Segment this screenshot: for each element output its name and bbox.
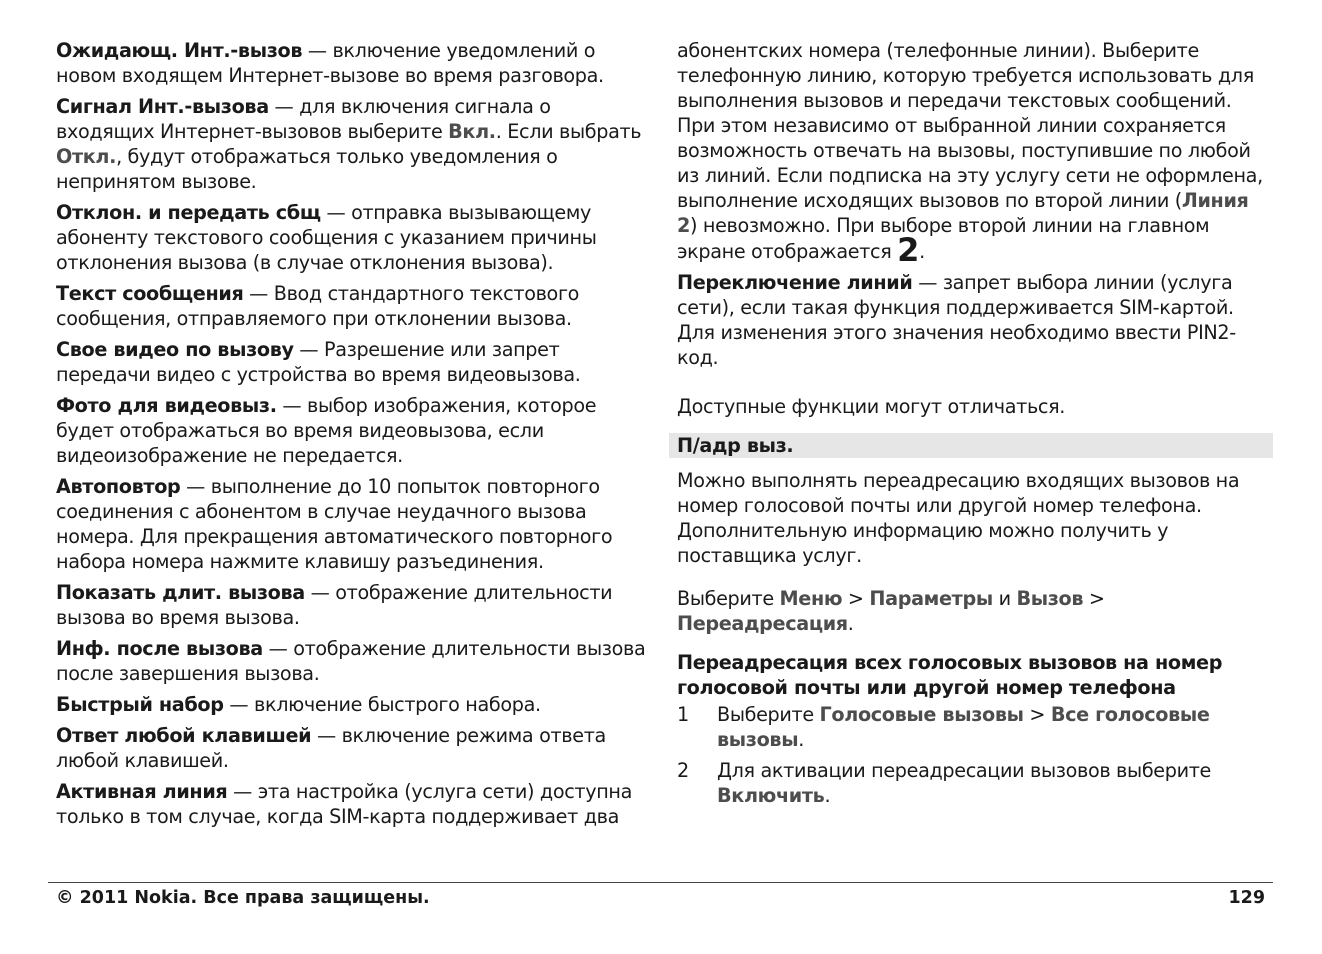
setting-auto-redial [56, 474, 648, 574]
term: Ответ любой клавишей [56, 724, 312, 747]
menu-path: Выберите Меню > Параметры и Вызов > Переадресация. [677, 587, 1105, 635]
option-all-voice-calls: Все голосовые вызовы [717, 703, 1210, 751]
desc: — запрет выбора линии (услуга сети), если такая функция поддерживается SIM-картой. Для изменения этого значения необходимо ввести PIN2-код. [677, 271, 1236, 369]
term: Инф. после вызова [56, 637, 263, 660]
menu-item-menu: Меню [779, 587, 843, 610]
desc: — включение уведомлений о новом входящем Интернет-вызове во время разговора. [56, 39, 604, 87]
term: Ожидающ. Инт.-вызов [56, 39, 303, 62]
line-2-icon: 2 [897, 231, 920, 269]
copyright: © 2011 Nokia. Все права защищены. [56, 888, 430, 908]
option-activate: Включить [717, 784, 825, 807]
term: Переключение линий [677, 271, 913, 294]
setting-active-line [56, 779, 648, 829]
step-1: 1 Выберите Голосовые вызовы > Все голосовые вызовы. [677, 703, 1210, 751]
desc: — включение режима ответа любой клавишей. [56, 724, 606, 772]
left-column [56, 38, 648, 835]
menu-item-divert: Переадресация [677, 612, 848, 635]
setting-summary-after-call [56, 636, 648, 686]
desc: — отображение длительности вызова во время вызова. [56, 581, 613, 629]
desc: — Ввод стандартного текстового сообщения, отправляемого при отклонении вызова. [56, 282, 580, 330]
menu-item-settings: Параметры [869, 587, 993, 610]
footer-divider [48, 882, 1273, 883]
option-off: Откл. [56, 145, 117, 168]
term: Показать длит. вызова [56, 581, 305, 604]
desc: — отображение длительности вызова после завершения вызова. [56, 637, 646, 685]
term: Автоповтор [56, 475, 181, 498]
desc: — включение быстрого набора. [223, 693, 541, 716]
step-number: 1 [677, 703, 689, 726]
call-divert-intro: Можно выполнять переадресацию входящих вызовов на номер голосовой почты или другой номер телефона. Дополнительную информацию можно получить у поставщика услуг. [677, 469, 1240, 567]
active-line-continued: абонентских номера (телефонные линии). Выберите телефонную линию, которую требуется использовать для выполнения вызовов и передачи текстовых сообщений. При этом независимо от выбранной линии сохраняется возможность отвечать на вызовы, поступившие по любой из линий. Если подписка на эту услугу сети не оформлена, выполнение исходящих вызовов по второй линии (Линия 2) невозможно. При выборе второй линии на главном экране отображается 2. [677, 39, 1263, 269]
section-title: П/адр выз. [669, 433, 1273, 458]
desc: — отправка вызывающему абоненту текстового сообщения с указанием причины отклонения вызова (в случае отклонения вызова). [56, 201, 597, 274]
menu-item-call: Вызов [1016, 587, 1084, 610]
setting-line-switching [677, 270, 1273, 370]
page-number: 129 [1228, 888, 1265, 908]
availability-note: Доступные функции могут отличаться. [677, 395, 1066, 418]
right-column [677, 38, 1273, 814]
desc: — Разрешение или запрет передачи видео с устройства во время видеовызова. [56, 338, 581, 386]
setting-own-video [56, 337, 648, 387]
term: Свое видео по вызову [56, 338, 294, 361]
setting-message-text [56, 281, 648, 331]
setting-speed-dial [56, 692, 648, 717]
step-2: 2 Для активации переадресации вызовов выберите Включить. [677, 759, 1211, 807]
setting-show-duration [56, 580, 648, 630]
term: Активная линия [56, 780, 228, 803]
setting-reject-send-msg [56, 200, 648, 275]
setting-waiting-internet-call [56, 38, 648, 88]
step-number: 2 [677, 759, 689, 782]
desc: — выбор изображения, которое будет отображаться во время видеовызова, если видеоизображение не передается. [56, 394, 597, 467]
desc: — выполнение до 10 попыток повторного соединения с абонентом в случае неудачного вызова номера. Для прекращения автоматического повторного набора номера нажмите клавишу разъединения. [56, 475, 613, 573]
term: Отклон. и передать сбщ [56, 201, 321, 224]
option-line-2: Линия 2 [677, 189, 1249, 237]
option-on: Вкл. [448, 120, 496, 143]
term: Текст сообщения [56, 282, 244, 305]
term: Фото для видеовыз. [56, 394, 277, 417]
desc: — эта настройка (услуга сети) доступна только в том случае, когда SIM-карта поддерживает два [56, 780, 633, 828]
term: Быстрый набор [56, 693, 224, 716]
setting-any-key-answer [56, 723, 648, 773]
setting-video-photo [56, 393, 648, 468]
procedure-heading: Переадресация всех голосовых вызовов на номер голосовой почты или другой номер телефона [677, 651, 1223, 699]
term: Сигнал Инт.-вызова [56, 95, 269, 118]
option-voice-calls: Голосовые вызовы [819, 703, 1024, 726]
setting-internet-call-alert: Сигнал Инт.-вызова — для включения сигнала о входящих Интернет-вызовов выберите Вкл.. Если выбрать Откл., будут отображаться только уведомления о непринятом вызове. [56, 95, 642, 193]
